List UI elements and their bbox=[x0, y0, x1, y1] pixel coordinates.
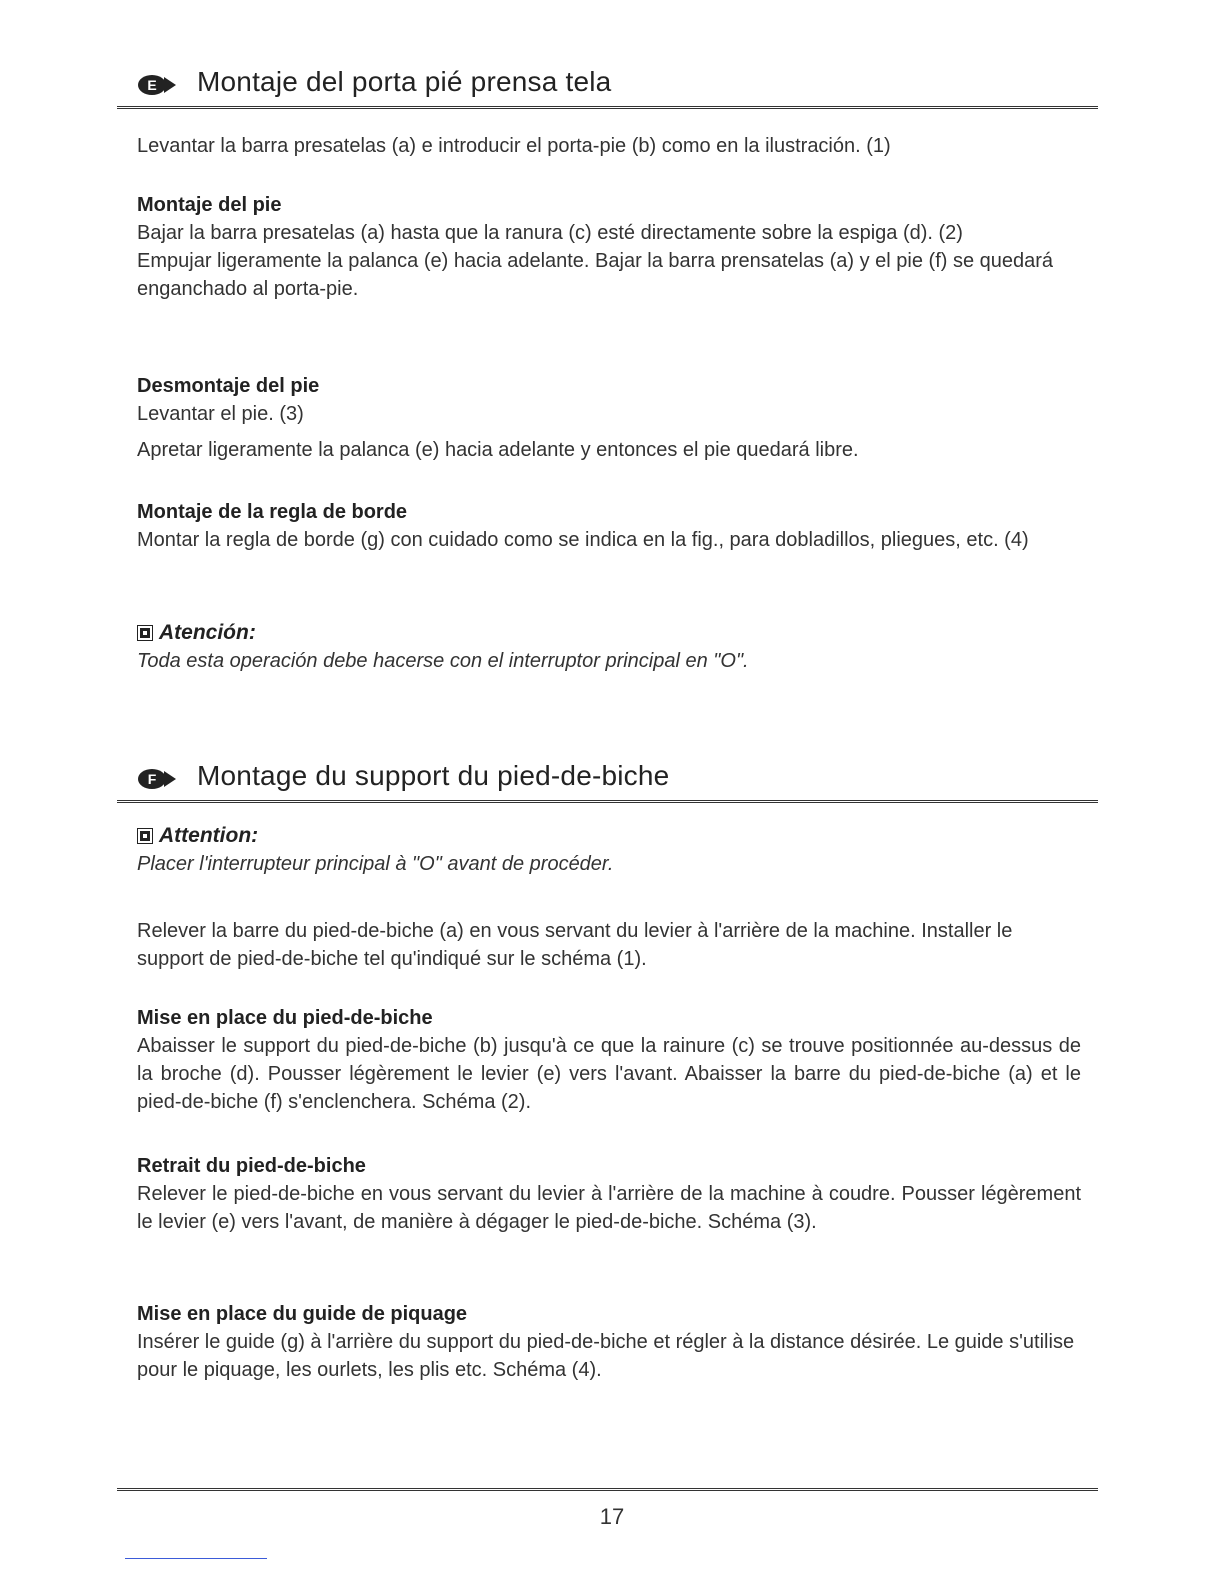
fr-attention-heading bbox=[137, 822, 1081, 850]
es-intro-block bbox=[137, 132, 1081, 160]
es-desmontaje-p2: Apretar ligeramente la palanca (e) hacia adelante y entonces el pie quedará libre. bbox=[137, 439, 859, 461]
es-montaje-pie-p2: Empujar ligeramente la palanca (e) hacia adelante. Bajar la barra prensatelas (a) y el pie (f) se quedará enganchado al porta-pie. bbox=[137, 250, 1054, 300]
section-title-es: Montaje del porta pié prensa tela bbox=[197, 66, 612, 97]
es-desmontaje-heading: Desmontaje del pie bbox=[137, 375, 320, 397]
fr-retrait-heading: Retrait du pied-de-biche bbox=[137, 1155, 366, 1177]
section-title-fr: Montage du support du pied-de-biche bbox=[197, 760, 670, 791]
page-number: 17 bbox=[599, 1504, 625, 1529]
fr-guide-p1: Insérer le guide (g) à l'arrière du support du pied-de-biche et régler à la distance désirée. Le guide s'utilise pour le piquage, les ourlets, les plis etc. Schéma (4). bbox=[137, 1331, 1075, 1381]
fr-retrait-p1: Relever le pied-de-biche en vous servant du levier à l'arrière de la machine à coudre. Pousser légèrement le levier (e) vers l'avant, de manière à dégager le pied-de-biche. Schéma (3). bbox=[137, 1183, 1081, 1233]
svg-text:E: E bbox=[147, 77, 157, 93]
fr-mise-en-place-block bbox=[137, 1004, 1081, 1116]
fr-guide-heading: Mise en place du guide de piquage bbox=[137, 1303, 468, 1325]
language-badge-es-icon bbox=[137, 74, 177, 96]
es-desmontaje-p1: Levantar el pie. (3) bbox=[137, 403, 304, 425]
section-header-es bbox=[117, 66, 1098, 109]
es-atencion-block bbox=[137, 619, 1081, 675]
fr-mise-en-place-p1: Abaisser le support du pied-de-biche (b) jusqu'à ce que la rainure (c) se trouve positionnée au-dessus de la broche (d). Pousser légèrement le levier (e) vers l'avant. Abaisser la barre du pied-de-biche (a) et le pied-de-biche (f) s'enclenchera. Schéma (2). bbox=[137, 1035, 1081, 1113]
fr-attention-text: Placer l'interrupteur principal à "O" avant de procéder. bbox=[137, 853, 614, 875]
svg-text:F: F bbox=[147, 771, 157, 787]
es-regla-block bbox=[137, 498, 1081, 554]
language-badge-fr-icon bbox=[137, 768, 177, 790]
footer-divider bbox=[117, 1488, 1098, 1491]
fr-retrait-block bbox=[137, 1152, 1081, 1236]
es-montaje-pie-block bbox=[137, 191, 1081, 303]
fr-attention-block bbox=[137, 822, 1081, 878]
es-regla-heading: Montaje de la regla de borde bbox=[137, 501, 408, 523]
es-atencion-text: Toda esta operación debe hacerse con el interruptor principal en "O". bbox=[137, 650, 749, 672]
es-intro-text: Levantar la barra presatelas (a) e introducir el porta-pie (b) como en la ilustración. (1) bbox=[137, 135, 891, 157]
corner-divider bbox=[125, 1558, 267, 1559]
fr-guide-block bbox=[137, 1300, 1081, 1384]
fr-attention-title: Attention: bbox=[159, 824, 259, 847]
es-montaje-pie-p1: Bajar la barra presatelas (a) hasta que la ranura (c) esté directamente sobre la espiga (d). (2) bbox=[137, 222, 963, 244]
es-atencion-title: Atención: bbox=[159, 621, 256, 644]
fr-intro-text: Relever la barre du pied-de-biche (a) en vous servant du levier à l'arrière de la machine. Installer le support de pied-de-biche tel qu'indiqué sur le schéma (1). bbox=[137, 920, 1013, 970]
fr-intro-block bbox=[137, 917, 1081, 973]
fr-mise-en-place-heading: Mise en place du pied-de-biche bbox=[137, 1007, 433, 1029]
warning-icon bbox=[137, 828, 153, 844]
es-montaje-pie-heading: Montaje del pie bbox=[137, 194, 282, 216]
es-desmontaje-block bbox=[137, 372, 1081, 464]
es-regla-p1: Montar la regla de borde (g) con cuidado como se indica en la fig., para dobladillos, pliegues, etc. (4) bbox=[137, 529, 1029, 551]
section-header-fr bbox=[117, 760, 1098, 803]
warning-icon bbox=[137, 625, 153, 641]
es-atencion-heading bbox=[137, 619, 1081, 647]
